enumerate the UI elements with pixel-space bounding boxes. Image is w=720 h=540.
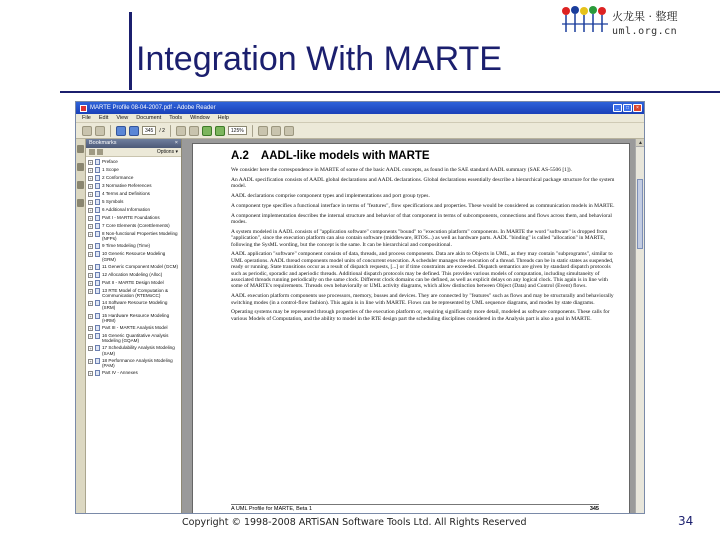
expand-icon[interactable]: + bbox=[89, 200, 92, 205]
rotate-icon[interactable] bbox=[284, 126, 294, 136]
expand-icon[interactable]: + bbox=[89, 371, 92, 377]
toolbar-separator bbox=[110, 125, 111, 137]
bookmark-label: 9 Time Modeling (Time) bbox=[102, 243, 151, 249]
expand-icon[interactable]: + bbox=[89, 288, 92, 294]
bookmarks-header-label: Bookmarks bbox=[89, 140, 117, 146]
bookmark-label: 5 Symbols bbox=[102, 199, 124, 204]
logo-url: uml.org.cn bbox=[612, 26, 678, 37]
bookmark-label: 18 Performance Analysis Modeling (PAM) bbox=[102, 357, 173, 369]
bookmark-page-icon bbox=[95, 191, 100, 197]
window-titlebar bbox=[76, 102, 644, 114]
hand-tool-icon[interactable] bbox=[176, 126, 186, 136]
minimize-icon[interactable]: _ bbox=[613, 104, 622, 112]
menu-window[interactable]: Window bbox=[190, 115, 210, 121]
list-item[interactable] bbox=[88, 300, 179, 310]
list-item[interactable] bbox=[88, 243, 179, 249]
bookmark-page-icon bbox=[95, 183, 100, 189]
expand-icon[interactable]: + bbox=[89, 208, 92, 213]
bookmark-label: Preface bbox=[102, 159, 118, 164]
paragraph: AADL declarations comprise component types and implementations and port group types. bbox=[231, 193, 430, 199]
document-viewport[interactable] bbox=[182, 139, 635, 513]
zoom-out-icon[interactable] bbox=[202, 126, 212, 136]
bookmark-label: 7 Core Elements (CoreElements) bbox=[102, 223, 170, 228]
paragraph: A component implementation describes the internal structure and behavior of that component in terms of subcomponents, connections and flows across them, and behavioral modes. bbox=[231, 212, 612, 225]
bookmark-label: Part III - MARTE Analysis Model bbox=[102, 325, 168, 331]
zoom-in-icon[interactable] bbox=[215, 126, 225, 136]
expand-icon[interactable]: + bbox=[89, 301, 92, 307]
bookmark-page-icon bbox=[95, 175, 100, 181]
list-item[interactable] bbox=[88, 159, 179, 165]
section-heading bbox=[231, 150, 619, 162]
list-item[interactable] bbox=[88, 345, 179, 355]
section-title: AADL-like models with MARTE bbox=[260, 150, 430, 162]
list-item[interactable] bbox=[88, 175, 179, 181]
expand-icon[interactable]: + bbox=[89, 346, 92, 352]
expand-icon[interactable]: + bbox=[89, 244, 92, 250]
expand-icon[interactable]: + bbox=[89, 160, 92, 165]
page-number-field[interactable]: 345 bbox=[142, 126, 156, 135]
bookmark-label: 10 Generic Resource Modeling (GRM) bbox=[102, 251, 166, 262]
fit-page-icon[interactable] bbox=[258, 126, 268, 136]
expand-icon[interactable]: + bbox=[89, 168, 92, 173]
bookmark-page-icon bbox=[95, 358, 100, 364]
bookmark-label: 14 Software Resource Modeling (SRM) bbox=[102, 300, 168, 311]
bookmark-page-icon bbox=[95, 231, 100, 237]
list-item[interactable] bbox=[88, 191, 179, 197]
menu-document[interactable]: Document bbox=[136, 115, 162, 121]
expand-icon[interactable]: + bbox=[89, 334, 92, 340]
section-number: A.2 bbox=[231, 150, 249, 162]
paragraph: AADL application "software" component consists of data, threads, and process components. Data are akin to Objects in UML, as they may contain "subprograms", similar to UML operations. AADL thread components model units of concurrent execution. A scheduler manages the execution of a thread. Threads can be in static states as suspended, ready or running. State transitions occur as a result of dispatch requests, [...] or if time constraints are exceeded. Dispatch semantics are given by standard dispatch protocols such as periodic, sporadic and aperiodic threads. Additional dispatch protocols may be defined. This provides various models of computation, including simultaneity of associated threads running periodically on the same clock. Different clock domains can be defined, as well as explicit delays on any logical clock. This again is in line with some of MARTE's requirements. Threads own behaviorally or UML activity diagrams, which allow distinction between Object (Data) and Control (Event) flows. bbox=[231, 251, 614, 290]
list-item[interactable] bbox=[88, 325, 179, 331]
bookmark-label: 15 Hardware Resource Modeling (HRM) bbox=[102, 312, 170, 323]
layers-icon[interactable] bbox=[77, 181, 84, 189]
toolbar-separator bbox=[170, 125, 171, 137]
bookmark-label: 4 Terms and Definitions bbox=[102, 191, 150, 196]
bookmark-page-icon bbox=[95, 264, 100, 270]
slide-number: 34 bbox=[678, 514, 694, 528]
menubar bbox=[76, 114, 644, 123]
bookmark-label: 1 Scope bbox=[102, 167, 119, 172]
prev-page-icon[interactable] bbox=[116, 126, 126, 136]
expand-icon[interactable]: + bbox=[89, 280, 92, 286]
bookmark-label: 11 Generic Component Model (GCM) bbox=[102, 263, 178, 269]
list-item[interactable] bbox=[88, 264, 179, 270]
bookmark-page-icon bbox=[95, 280, 100, 286]
list-item[interactable] bbox=[88, 333, 179, 343]
list-item[interactable] bbox=[88, 280, 179, 286]
page-footer-title: A UML Profile for MARTE, Beta 1 bbox=[231, 506, 313, 512]
close-icon[interactable]: × bbox=[633, 104, 642, 112]
list-item[interactable] bbox=[88, 272, 179, 278]
expand-icon[interactable]: + bbox=[89, 326, 92, 332]
scroll-thumb[interactable] bbox=[637, 179, 643, 249]
expand-icon[interactable]: + bbox=[89, 252, 92, 258]
bookmarks-header bbox=[86, 139, 181, 148]
list-item[interactable] bbox=[88, 183, 179, 189]
bookmark-page-icon bbox=[95, 313, 100, 319]
bookmark-page-icon bbox=[95, 300, 100, 306]
expand-icon[interactable]: + bbox=[89, 264, 92, 270]
print-icon[interactable] bbox=[82, 126, 92, 136]
menu-edit[interactable]: Edit bbox=[98, 115, 109, 121]
bookmark-page-icon bbox=[95, 159, 100, 165]
bookmark-page-icon bbox=[95, 325, 100, 331]
navigation-icon-strip bbox=[76, 139, 86, 513]
list-item[interactable] bbox=[88, 251, 179, 261]
delete-bookmark-icon[interactable] bbox=[97, 149, 103, 155]
list-item[interactable] bbox=[88, 215, 179, 221]
bookmark-page-icon bbox=[95, 215, 100, 221]
bookmark-page-icon bbox=[95, 223, 100, 229]
toolbar bbox=[76, 123, 644, 139]
maximize-icon[interactable]: □ bbox=[623, 104, 632, 112]
email-icon[interactable] bbox=[95, 126, 105, 136]
fit-width-icon[interactable] bbox=[271, 126, 281, 136]
bookmark-page-icon bbox=[95, 345, 100, 351]
expand-icon[interactable]: + bbox=[89, 216, 92, 221]
slide-title: Integration With MARTE bbox=[136, 40, 502, 78]
new-bookmark-icon[interactable] bbox=[89, 149, 95, 155]
pdf-page bbox=[192, 143, 630, 514]
bookmarks-icon[interactable] bbox=[77, 163, 84, 171]
expand-icon[interactable]: + bbox=[89, 176, 92, 181]
paragraph: AADL execution platform components use processors, memory, busses and devices. They are connected by "features" such as flows and may be structurally and behaviorally switching modes (in a control-flow fashion). This again is in line with MARTE. Flows can be represented by UML sequence diagrams, and modes by state diagrams. bbox=[231, 293, 614, 306]
next-page-icon[interactable] bbox=[129, 126, 139, 136]
list-item[interactable] bbox=[88, 370, 179, 376]
list-item[interactable] bbox=[88, 358, 179, 368]
expand-icon[interactable]: + bbox=[89, 192, 92, 197]
bookmark-label: 17 Schedulability Analysis Modeling (SAM) bbox=[102, 345, 175, 356]
bookmarks-options-button[interactable]: Options ▾ bbox=[156, 149, 178, 155]
paragraph: Operating systems may be represented through properties of the execution platform or, requiring significantly more detail, modeled as software components. These calls for various Models of Computation, and the ability to model in the RTE design part the scheduling disciplines considered in the Analysis part is also a goal in MARTE. bbox=[231, 309, 610, 322]
bookmark-label: Part II - MARTE Design Model bbox=[102, 279, 164, 285]
bookmark-page-icon bbox=[95, 288, 100, 294]
expand-icon[interactable]: + bbox=[89, 224, 92, 229]
bookmarks-toolbar bbox=[86, 148, 181, 157]
select-tool-icon[interactable] bbox=[189, 126, 199, 136]
expand-icon[interactable]: + bbox=[89, 272, 92, 278]
bookmark-label: Part IV - Annexes bbox=[102, 370, 138, 376]
pages-icon[interactable] bbox=[77, 145, 84, 153]
copyright-text: Copyright © 1998-2008 ARTiSAN Software Tools Ltd. All Rights Reserved bbox=[182, 517, 527, 528]
bookmark-label: 2 Conformance bbox=[102, 175, 134, 180]
list-item[interactable] bbox=[88, 223, 179, 229]
title-rule-vertical bbox=[129, 12, 132, 90]
page-footer bbox=[231, 504, 599, 512]
window-title: MARTE Profile 08-04-2007.pdf - Adobe Reader bbox=[90, 105, 216, 111]
paragraph: A component type specifies a functional interface in terms of "features", flow specifications and properties. These would be considered as communication models in MARTE. bbox=[231, 202, 615, 209]
list-item[interactable] bbox=[88, 313, 179, 323]
paragraph: We consider here the correspondence in MARTE of some of the basic AADL concepts, as found in the SAE standard AADL summary (SAE AS-5506 [1]). bbox=[231, 167, 572, 173]
expand-icon[interactable]: + bbox=[89, 358, 92, 364]
bookmark-page-icon bbox=[95, 333, 100, 339]
expand-icon[interactable]: + bbox=[89, 313, 92, 319]
bookmark-page-icon bbox=[95, 207, 100, 213]
reader-app-icon bbox=[80, 105, 87, 112]
bookmark-page-icon bbox=[95, 199, 100, 205]
bookmark-label: 8 Non-functional Properties Modeling (NFPs) bbox=[102, 231, 178, 242]
zoom-field[interactable]: 125% bbox=[228, 126, 247, 135]
bookmark-page-icon bbox=[95, 370, 100, 376]
bookmark-label: 6 Additional Information bbox=[102, 207, 151, 212]
reader-window bbox=[75, 101, 645, 514]
expand-icon[interactable]: + bbox=[89, 184, 92, 189]
close-panel-icon[interactable]: × bbox=[174, 140, 178, 146]
bookmark-label: 12 Allocation Modeling (Alloc) bbox=[102, 271, 163, 277]
page-footer-number: 345 bbox=[589, 506, 599, 512]
bookmarks-list bbox=[86, 157, 181, 376]
attachments-icon[interactable] bbox=[77, 199, 84, 207]
menu-help[interactable]: Help bbox=[217, 115, 229, 121]
paragraph: An AADL specification consists of AADL global declarations and AADL declarations. Global declarations essentially describe a hierarchical package structure for the system model. bbox=[231, 176, 615, 190]
vertical-scrollbar[interactable] bbox=[635, 139, 644, 513]
bookmark-page-icon bbox=[95, 243, 100, 249]
expand-icon[interactable]: + bbox=[89, 232, 92, 237]
bookmarks-panel bbox=[86, 139, 182, 513]
menu-file[interactable]: File bbox=[82, 115, 91, 121]
list-item[interactable] bbox=[88, 288, 179, 298]
bookmark-page-icon bbox=[95, 272, 100, 278]
menu-tools[interactable]: Tools bbox=[169, 115, 183, 121]
bookmark-label: 3 Normative References bbox=[102, 183, 152, 188]
list-item[interactable] bbox=[88, 199, 179, 205]
toolbar-separator bbox=[252, 125, 253, 137]
bookmark-label: Part I - MARTE Foundations bbox=[102, 215, 160, 220]
bookmark-label: 13 RTE Model of Computation & Communication (RTEMoCC) bbox=[102, 287, 169, 299]
title-rule-horizontal bbox=[60, 91, 720, 93]
list-item[interactable] bbox=[88, 231, 179, 241]
bookmark-page-icon bbox=[95, 167, 100, 173]
paragraph: A system modeled in AADL consists of "application software" components "bound" to "execution platform" components. In MARTE the word "software" is dropped from "application", since the execution platform can also contain software (middleware, RTOS...) as well as hardware parts. AADL "binding" is called "allocation" in MARTE, following the SysML wording, but the concept is the same. It can be hierarchical and compositional. bbox=[231, 228, 608, 248]
scroll-up-icon[interactable]: ▲ bbox=[636, 139, 645, 147]
logo-title: 火龙果 · 整理 bbox=[612, 10, 678, 23]
bookmark-page-icon bbox=[95, 251, 100, 257]
list-item[interactable] bbox=[88, 167, 179, 173]
menu-view[interactable]: View bbox=[116, 115, 129, 121]
page-total: / 2 bbox=[159, 127, 165, 134]
list-item[interactable] bbox=[88, 207, 179, 213]
bookmark-label: 16 Generic Quantitative Analysis Modeling (GQAM) bbox=[102, 333, 169, 344]
